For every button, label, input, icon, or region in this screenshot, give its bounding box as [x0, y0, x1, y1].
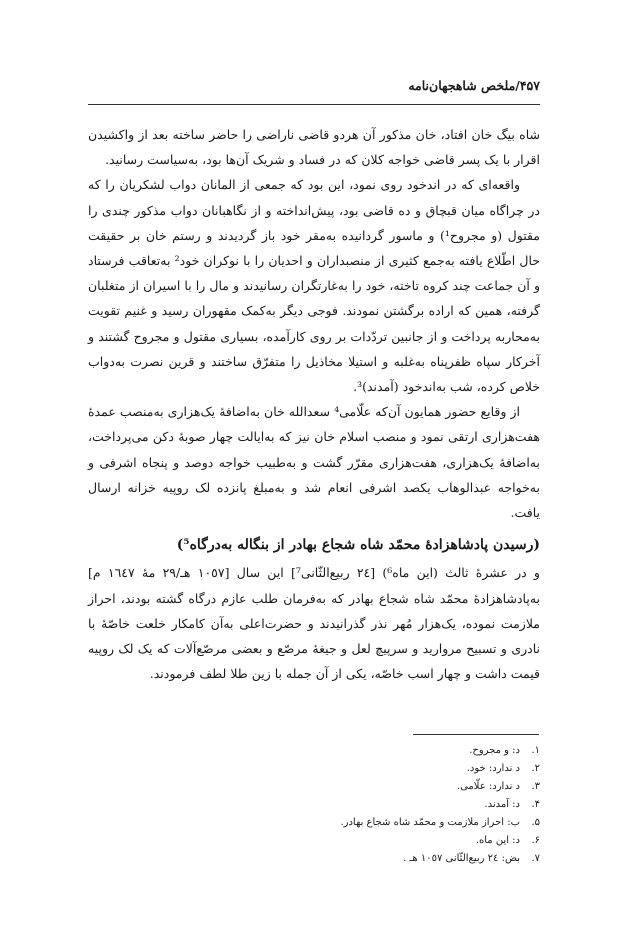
footnote-item	[240, 814, 540, 832]
footnote-text: بض: ٢٤ ربیع‌الثّانی ١٠٥٧ هـ .	[403, 853, 520, 864]
footnote-number: ٢.	[531, 763, 540, 774]
footnote-text: د: آمدند.	[484, 799, 520, 810]
footnotes-list	[240, 742, 540, 868]
footnote-item	[240, 850, 540, 868]
footnote-item	[240, 742, 540, 760]
footnote-rule	[413, 734, 539, 735]
footnote-text: د: این ماه.	[475, 835, 520, 846]
section-heading: (رسیدن پادشاهزادهٔ محمّد شاه شجاع بهادر از بنگاله به‌درگاه⁵)	[176, 537, 540, 554]
body-text	[88, 122, 540, 686]
footnote-text: د ندارد: خود.	[466, 763, 520, 774]
footnote-item	[240, 778, 540, 796]
footnote-number: ۴.	[531, 799, 540, 810]
footnote-number: ۵.	[531, 817, 540, 828]
footnote-text: د ندارد: علّامی.	[456, 781, 520, 792]
paragraph-2: واقعه‌ای که در اندخود روی نمود، این بود که جمعی از المانان دواب لشکریان را که در چراگاه میان قبچاق و ده قاضی بود، پیش‌انداخته و از نگاهبانان دواب مذکور چندی را مقتول (و مجروح¹) و ماسور گردانیده به‌مقر خود باز گردیدند و رستم خان بر حقیقت حال اطّلاع یافته به‌جمع کثیری از منصبداران و احدیان را با نوکران خود² به‌تعاقب فرستاد و آن جماعت چند کروه تاخته، خود را به‌غارتگران رسانیدند و مال را با اسیران از متغلبان گرفته، همین که اراده برگشتن نمودند. فوجی دیگر به‌کمک مقهوران رسید و غنیم تقویت به‌محاربه پرداخت و از جانبین تردّدات بر روی کارآمده، بسیاری مقتول و مجروح گشتند و آخرکار سپاه ظفرپناه به‌غلبه و استیلا مخاذیل را متفرّق ساختند و قرین نصرت به‌دواب خلاص کرده، شب به‌اندخود (آمدند)³.	[88, 177, 540, 395]
footnote-item	[240, 760, 540, 778]
header-rule	[88, 104, 540, 105]
running-header: ۴۵۷/ملخص شاهجهان‌نامه	[408, 78, 540, 93]
footnote-text: د: و مجروح.	[469, 745, 520, 756]
footnote-number: ٣.	[531, 781, 540, 792]
footnote-text: ب: احراز ملازمت و محمّد شاه شجاع بهادر.	[340, 817, 520, 828]
paragraph-3: از وقایع حضور همایون آن‌که علّامی⁴ سعدالله خان به‌اضافهٔ یک‌هزاری به‌منصب عمدهٔ هفت‌هزاری ارتقی نمود و منصب اسلام خان نیز که به‌ایالت چهار صوبهٔ دکن می‌پرداخت، به‌اضافهٔ یک‌هزاری، هفت‌هزاری مقرّر گشت و به‌طبیب خواجه دوصد و پنجاه اشرفی و به‌خواجه عبدالوهاب یکصد اشرفی انعام شد و به‌مبلغ پانزده لک روپیه خزانه ارسال یافت.	[88, 404, 540, 521]
footnote-number: ٧.	[531, 853, 540, 864]
footnote-item	[240, 832, 540, 850]
paragraph-4: و در عشرهٔ ثالث (این ماه⁶) [٢٤ ربیع‌الثّانی⁷] این سال [١٠٥٧ هـ/٢٩ مهٔ ١٦٤٧ م] به‌پادشاهزادهٔ محمّد شاه شجاع بهادر که به‌فرمان طلب عازم درگاه گشته بودند، احراز ملازمت نموده، یک‌هزار مُهر نذر گذرانیدند و حضرت‌اعلی به‌آن کامکار خلعت خاصّهٔ با نادری و تسبیح مروارید و سرپیچ لعل و جیغهٔ مرصّع و بعضی مرصّع‌آلات که یک لک روپیه قیمت داشت و چهار اسب خاصّه، یکی از آن جمله با زین طلا لطف فرمودند.	[88, 565, 540, 682]
footnote-number: ١.	[531, 745, 540, 756]
footnote-number: ۶.	[531, 835, 540, 846]
footnote-item	[240, 796, 540, 814]
paragraph-1: شاه بیگ خان افتاد، خان مذکور آن هردو قاضی ناراضی را حاضر ساخته بعد از واکشیدن اقرار با یک پسر قاضی خواجه کلان که در فساد و شریک آن‌ها بود، به‌سیاست رسانید.	[88, 127, 540, 168]
